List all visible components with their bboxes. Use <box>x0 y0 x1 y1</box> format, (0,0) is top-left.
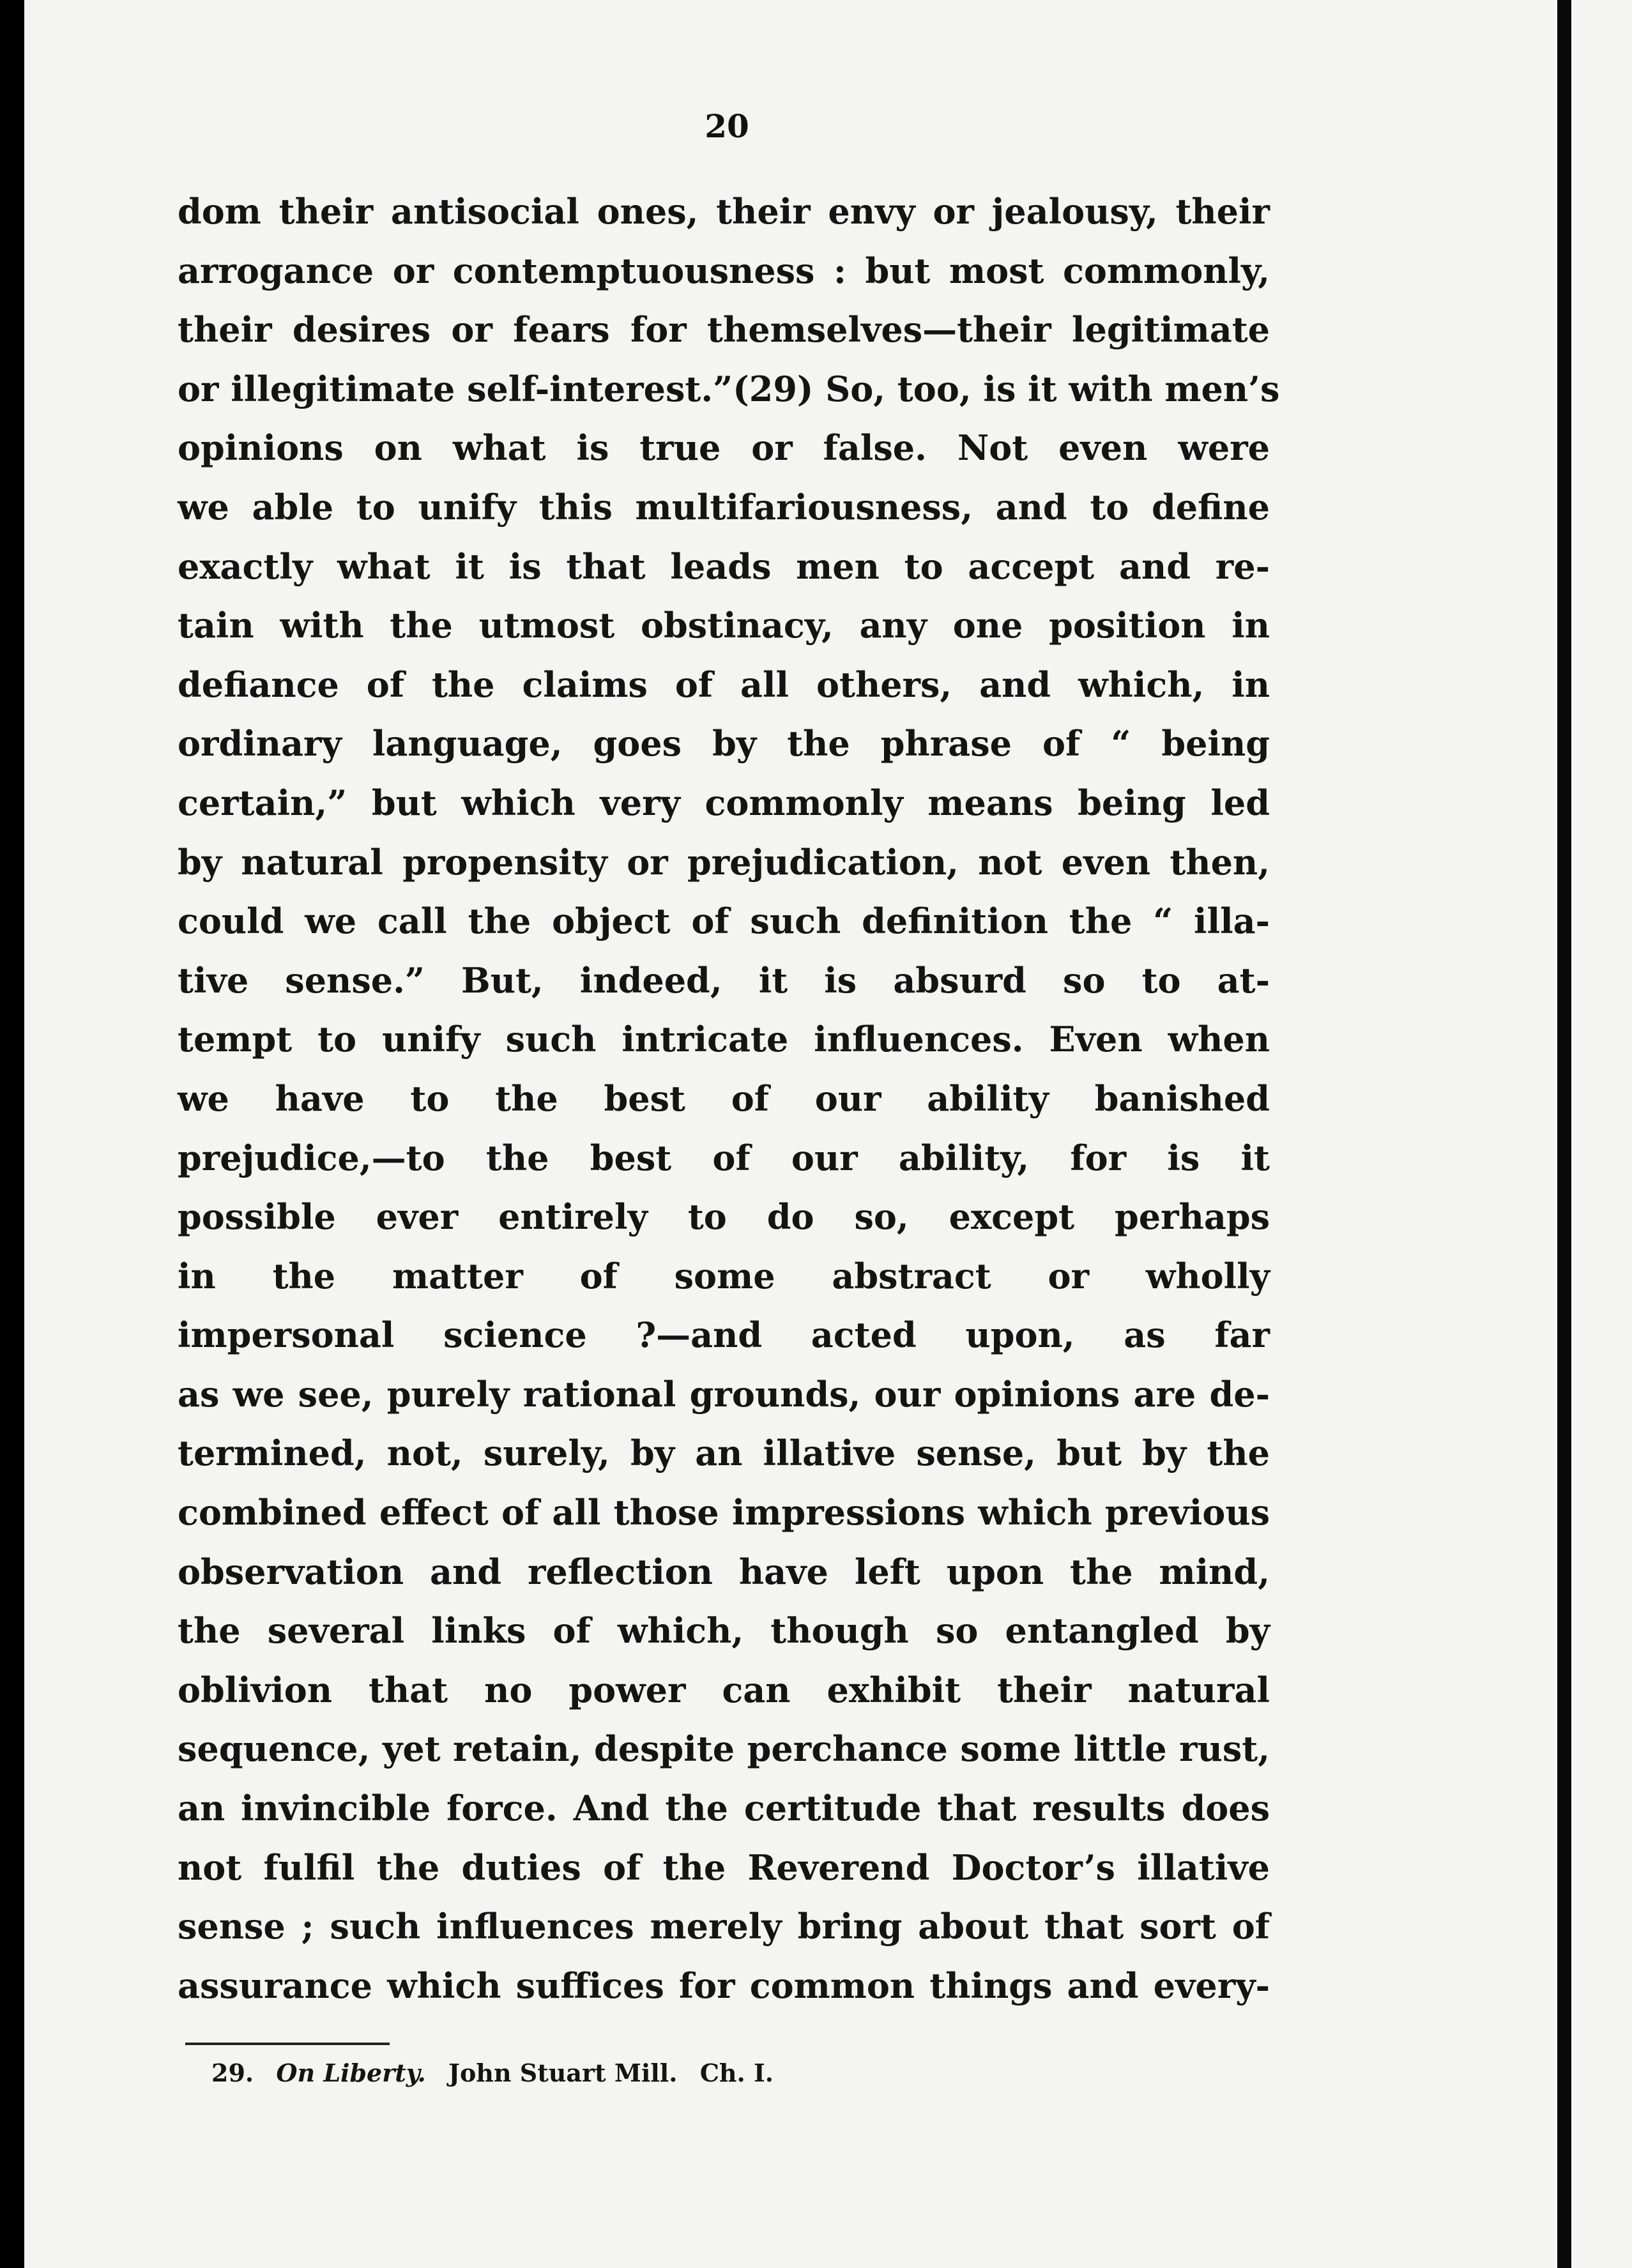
page-gutter-shadow <box>1557 0 1571 2268</box>
text-line: or illegitimate self-interest.”(29) So, too, is it with men’s <box>178 368 1280 409</box>
text-line: ordinary language, goes by the phrase of “ being <box>178 723 1270 765</box>
text-line: impersonal science ?—and acted upon, as far <box>178 1314 1270 1356</box>
text-line: we have to the best of our ability banished <box>178 1077 1270 1119</box>
text-line: their desires or fears for themselves—their legitimate <box>178 309 1270 351</box>
text-line: combined effect of all those impressions which previous <box>178 1492 1270 1534</box>
text-line: opinions on what is true or false. Not even were <box>178 427 1270 469</box>
footnote-author: John Stuart Mill. <box>448 2059 678 2087</box>
text-line: we able to unify this multifariousness, and to define <box>178 486 1270 528</box>
text-line: assurance which suffices for common things and every- <box>178 1965 1270 2006</box>
footnote-number: 29. <box>211 2059 254 2087</box>
adjacent-page-edge <box>1557 0 1632 2268</box>
text-line: by natural propensity or prejudication, not even then, <box>178 841 1270 883</box>
footnote <box>211 2048 774 2099</box>
text-line: tempt to unify such intricate influences. Even when <box>178 1019 1270 1060</box>
text-line: the several links of which, though so entangled by <box>178 1610 1270 1652</box>
footnote-chapter: Ch. I. <box>699 2059 774 2087</box>
text-line: prejudice,—to the best of our ability, for is it <box>178 1137 1270 1178</box>
text-line: certain,” but which very commonly means being led <box>178 782 1270 823</box>
text-line: could we call the object of such definition the “ illa- <box>178 901 1270 942</box>
body-text <box>178 182 1280 2015</box>
text-line: tain with the utmost obstinacy, any one position in <box>178 605 1270 646</box>
text-line: termined, not, surely, by an illative sense, but by the <box>178 1433 1270 1474</box>
text-line: sense ; such influences merely bring about that sort of <box>178 1906 1270 1947</box>
text-line: as we see, purely rational grounds, our opinions are de- <box>178 1373 1270 1415</box>
text-line: tive sense.” But, indeed, it is absurd so to at- <box>178 959 1270 1001</box>
text-line: possible ever entirely to do so, except perhaps <box>178 1196 1270 1238</box>
footnote-divider <box>185 2043 390 2045</box>
text-line: not fulfil the duties of the Reverend Doctor’s illative <box>178 1846 1270 1888</box>
text-line: arrogance or contemptuousness : but most commonly, <box>178 250 1270 291</box>
text-line: oblivion that no power can exhibit their natural <box>178 1669 1270 1710</box>
text-line: an invincible force. And the certitude that results does <box>178 1788 1270 1829</box>
text-line: exactly what it is that leads men to accept and re- <box>178 545 1270 587</box>
text-line: observation and reflection have left upon the mind, <box>178 1551 1270 1592</box>
text-line: defiance of the claims of all others, and which, in <box>178 664 1270 705</box>
book-page <box>24 0 1557 2268</box>
text-line: dom their antisocial ones, their envy or jealousy, their <box>178 191 1270 232</box>
text-line: in the matter of some abstract or wholly <box>178 1255 1270 1297</box>
text-line: sequence, yet retain, despite perchance some little rust, <box>178 1728 1270 1770</box>
page-number: 20 <box>705 107 749 145</box>
footnote-title: On Liberty. <box>276 2059 426 2087</box>
